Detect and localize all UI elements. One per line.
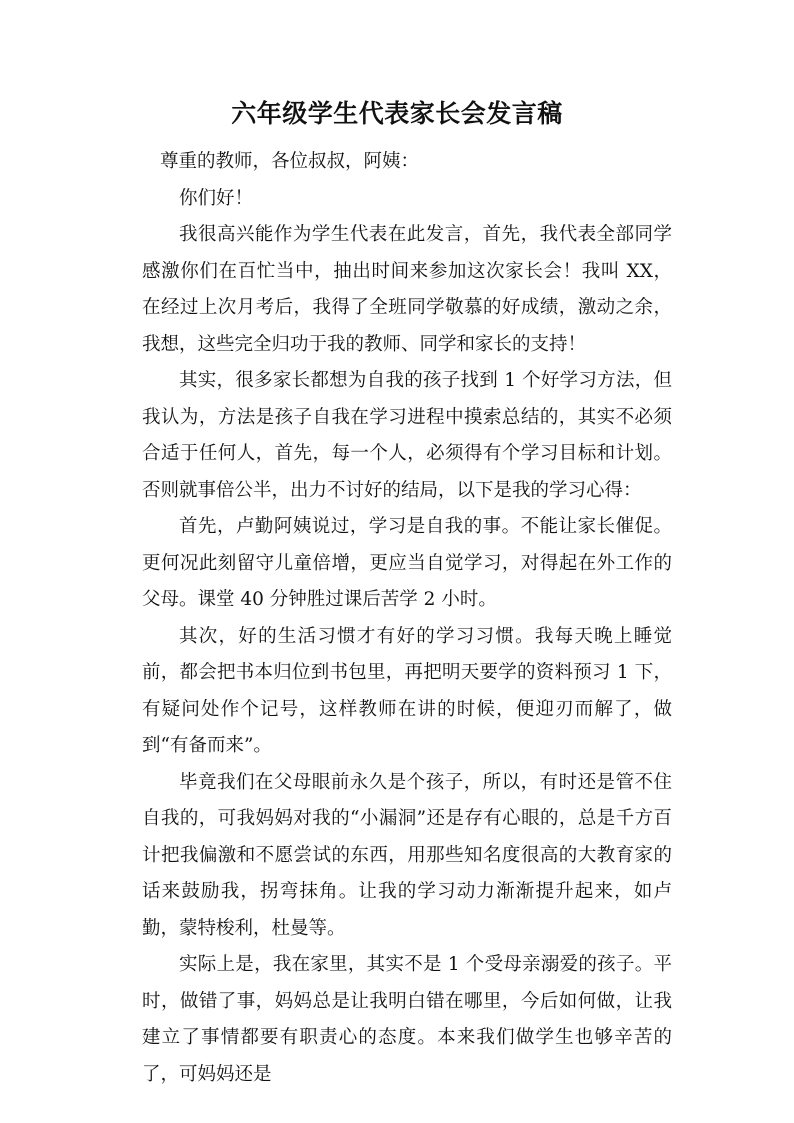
paragraph-second-point: 其次，好的生活习惯才有好的学习习惯。我每天晚上睡觉前，都会把书本归位到书包里，再把明天要学的资料预习 1 下，有疑问处作个记号，这样教师在讲的时候，便迎刃而解了，做到“有备而来”。 xyxy=(142,625,672,756)
paragraph-learning-method: 其实，很多家长都想为自我的孩子找到 1 个好学习方法，但我认为，方法是孩子自我在学习进程中摸索总结的，其实不必须合适于任何人，首先，每一个人，必须得有个学习目标和计划。否则就事倍公半，出力不讨好的结局，以下是我的学习心得： xyxy=(142,370,672,501)
paragraph-greeting: 你们好！ xyxy=(179,187,254,209)
paragraph-mother-guidance: 毕竟我们在父母眼前永久是个孩子，所以，有时还是管不住自我的，可我妈妈对我的“小漏洞”还是存有心眼的，总是千方百计把我偏激和不愿尝试的东西，用那些知名度很高的大教育家的话来鼓励我，拐弯抹角。让我的学习动力渐渐提升起来，如卢勤，蒙特梭利，杜曼等。 xyxy=(142,771,672,939)
paragraph-family-life: 实际上是，我在家里，其实不是 1 个受母亲溺爱的孩子。平时，做错了事，妈妈总是让我明白错在哪里，今后如何做，让我建立了事情都要有职责心的态度。本来我们做学生也够辛苦的了，可妈妈还是 xyxy=(142,954,672,1085)
paragraph-first-point: 首先，卢勤阿姨说过，学习是自我的事。不能让家长催促。更何况此刻留守儿童倍增，更应当自觉学习，对得起在外工作的父母。课堂 40 分钟胜过课后苦学 2 小时。 xyxy=(142,516,672,610)
salutation: 尊重的教师，各位叔叔，阿姨： xyxy=(160,151,420,172)
document-title: 六年级学生代表家长会发言稿 xyxy=(231,99,563,128)
paragraph-introduction: 我很高兴能作为学生代表在此发言，首先，我代表全部同学感激你们在百忙当中，抽出时间来参加这次家长会！我叫 XX，在经过上次月考后，我得了全班同学敬慕的好成绩，激动之余，我想，这些完全归功于我的教师、同学和家长的支持！ xyxy=(142,224,672,355)
document-body xyxy=(142,144,672,1093)
